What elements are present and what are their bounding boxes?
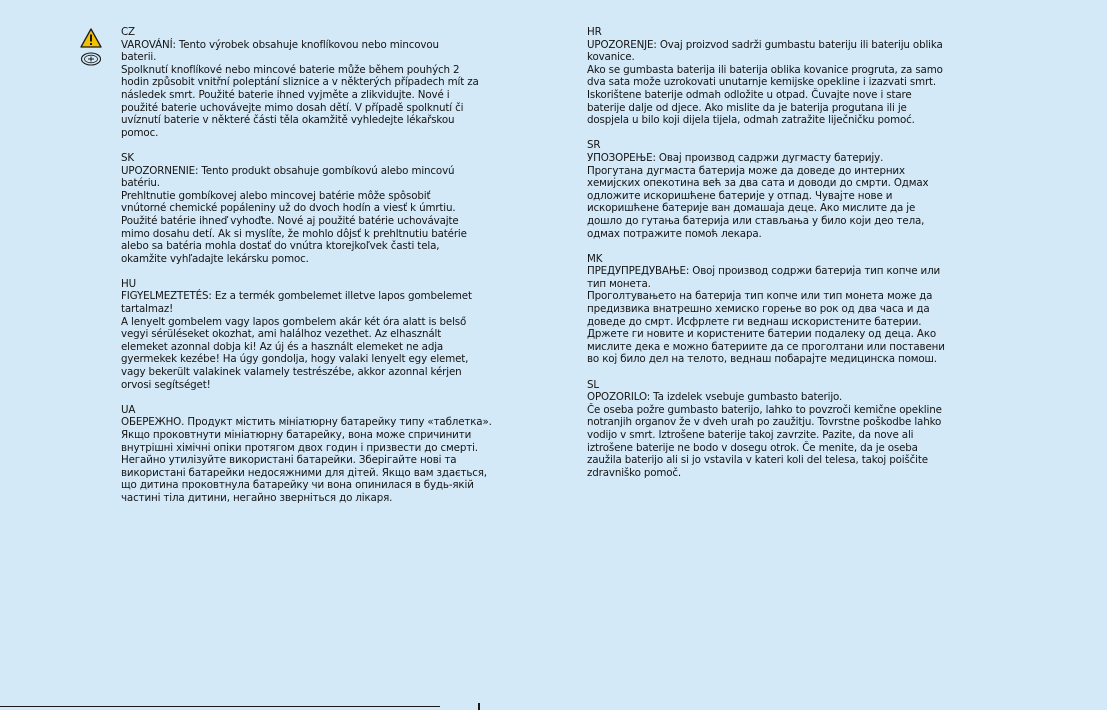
- text-line: ОБЕРЕЖНО. Продукт містить мініатюрну батарейку типу «таблетка».: [121, 416, 492, 429]
- text-line: дошло до гутања батерија или стављања у било који део тела,: [587, 214, 925, 227]
- text-line: notranjih organov že v dveh urah po zaužitju. Tovrstne poškodbe lahko: [587, 416, 942, 429]
- text-line: що дитина проковтнула батарейку чи вона опинилася в будь-якій: [121, 479, 474, 492]
- text-line: Prehltnutie gombíkovej alebo mincovej batérie môže spôsobiť: [121, 189, 431, 202]
- text-line: внутрішні хімічні опіки протягом двох годин і призвести до смерті.: [121, 441, 478, 454]
- text-line: dva sata može uzrokovati unutarnje kemijske opekline i izazvati smrt.: [587, 76, 937, 89]
- text-line: Якщо проковтнути мініатюрну батарейку, вона може спричинити: [121, 429, 472, 441]
- text-line: хемијских опекотина већ за два сата и доводи до смрти. Одмах: [587, 177, 929, 190]
- section-sk: [121, 152, 496, 265]
- text-line: vodijo v smrt. Iztrošene baterije takoj zavrzite. Pazite, da nove ali: [587, 429, 914, 441]
- right-column: [587, 26, 962, 492]
- text-line: предизвика внатрешно хемиско горење во рок од два часа и да: [587, 303, 930, 316]
- text-line: gyermekek kezébe! Ha úgy gondolja, hogy valaki lenyelt egy elemet,: [121, 353, 469, 366]
- text-line: A lenyelt gombelem vagy lapos gombelem akár két óra alatt is belső: [121, 315, 467, 328]
- text-line: okamžite vyhľadajte lekársku pomoc.: [121, 252, 309, 265]
- text-line: VAROVÁNÍ: Tento výrobek obsahuje knoflíkovou nebo mincovou: [121, 38, 439, 51]
- text-line: použité baterie uchovávejte mimo dosah dětí. V případě spolknutí či: [121, 101, 464, 114]
- text-line: mimo dosahu detí. Ak si myslíte, že mohlo dôjsť k prehltnutiu batérie: [121, 227, 467, 240]
- text-line: Spolknutí knoflíkové nebo mincové baterie může během pouhých 2: [121, 63, 460, 76]
- text-line: Држете ги новите и користените батерии подалеку од деца. Ако: [587, 328, 937, 341]
- language-code: CZ: [121, 26, 135, 38]
- section-sr: [587, 139, 962, 240]
- text-line: мислите дека е можно батериите да се проголтани или поставени: [587, 340, 945, 353]
- warning-triangle-icon: [80, 28, 102, 48]
- text-line: tartalmaz!: [121, 303, 174, 316]
- section-hr: [587, 26, 962, 127]
- text-line: vnútorné chemické popáleniny už do dvoch hodín a viesť k úmrtiu.: [121, 202, 456, 215]
- text-line: pomoc.: [121, 126, 159, 139]
- text-line: Прогутана дугмаста батерија може да доведе до интерних: [587, 164, 905, 177]
- text-line: Iskorištene baterije odmah odložite u otpad. Čuvajte nove i stare: [587, 88, 912, 101]
- bottom-tick-mark: [478, 703, 480, 710]
- bottom-divider: [0, 706, 440, 707]
- language-code: SR: [587, 139, 601, 152]
- section-ua: [121, 404, 496, 505]
- text-line: elemeket azonnal dobja ki! Az új és a használt elemeket ne adja: [121, 340, 444, 353]
- text-line: baterije dalje od djece. Ako mislite da je baterija progutana ili je: [587, 101, 907, 114]
- section-cz: [121, 26, 496, 139]
- text-line: доведе до смрт. Исфрлете ги веднаш искористените батерии.: [587, 315, 922, 328]
- text-line: iztrošene baterije ne bodo v dosegu otrok. Če menite, da je oseba: [587, 441, 918, 454]
- text-line: hodin způsobit vnitřní poleptání sliznice a v některých případech mít za: [121, 76, 479, 89]
- section-mk: [587, 253, 962, 366]
- text-line: частині тіла дитини, негайно зверніться до лікаря.: [121, 491, 393, 504]
- text-line: kovanice.: [587, 51, 635, 64]
- warning-icons: [80, 28, 104, 66]
- language-code: SK: [121, 151, 134, 164]
- text-line: во кој било дел на телото, веднаш побарајте медицинска помош.: [587, 353, 937, 366]
- coin-battery-icon: [80, 52, 102, 66]
- text-line: використані батарейки недосяжними для дітей. Якщо вам здається,: [121, 466, 487, 479]
- language-code: MK: [587, 252, 603, 265]
- text-line: Ako se gumbasta baterija ili baterija oblika kovanice progruta, za samo: [587, 63, 943, 76]
- text-line: Проголтувањето на батерија тип копче или тип монета може да: [587, 290, 933, 303]
- text-line: FIGYELMEZTETÉS: Ez a termék gombelemet illetve lapos gombelemet: [121, 290, 472, 303]
- text-line: baterii.: [121, 51, 157, 64]
- text-line: одмах потражите помоћ лекара.: [587, 227, 762, 240]
- text-line: batériu.: [121, 177, 160, 190]
- language-code: UA: [121, 403, 136, 416]
- text-line: UPOZORENJE: Ovaj proizvod sadrži gumbastu bateriju ili bateriju oblika: [587, 38, 943, 51]
- text-line: zdravniško pomoč.: [587, 466, 682, 479]
- text-line: OPOZORILO: Ta izdelek vsebuje gumbasto baterijo.: [587, 391, 843, 404]
- left-column: [121, 26, 496, 517]
- section-sl: [587, 379, 962, 480]
- text-line: УПОЗОРЕЊЕ: Овај производ садржи дугмасту батерију.: [587, 151, 884, 164]
- section-hu: [121, 278, 496, 391]
- text-line: Použité batérie ihneď vyhoďte. Nové aj použité batérie uchovávajte: [121, 214, 459, 227]
- text-line: následek smrt. Použité baterie ihned vyjměte a zlikvidujte. Nové i: [121, 88, 450, 101]
- language-code: SL: [587, 378, 599, 391]
- text-line: искоришћене батерије ван домашаја деце. Ако мислите да је: [587, 202, 916, 215]
- text-line: zaužila baterijo ali si jo vstavila v kateri koli del telesa, takoj poiščite: [587, 454, 928, 467]
- text-line: uvíznutí baterie v některé části těla okamžitě vyhledejte lékařskou: [121, 114, 455, 127]
- text-line: orvosi segítséget!: [121, 378, 211, 391]
- language-code: HR: [587, 26, 602, 38]
- text-line: vegyi sérüléseket okozhat, ami halálhoz vezethet. Az elhasznált: [121, 328, 442, 341]
- text-line: alebo sa batéria mohla dostať do vnútra ktorejkoľvek časti tela,: [121, 240, 440, 253]
- text-line: одложите искоришћене батерије у отпад. Чувајте нове и: [587, 189, 893, 202]
- text-line: Негайно утилізуйте використані батарейки. Зберігайте нові та: [121, 454, 457, 467]
- text-line: тип монета.: [587, 277, 651, 290]
- text-line: UPOZORNENIE: Tento produkt obsahuje gombíkovú alebo mincovú: [121, 164, 455, 177]
- language-code: HU: [121, 277, 136, 290]
- text-line: vagy bekerült valakinek valamely testrészébe, akkor azonnal kérjen: [121, 366, 462, 379]
- text-line: dospjela u bilo koji dijela tijela, odmah zatražite liječničku pomoć.: [587, 114, 915, 127]
- text-line: ПРЕДУПРЕДУВАЊЕ: Овој производ содржи батерија тип копче или: [587, 265, 941, 278]
- text-line: Če oseba požre gumbasto baterijo, lahko to povzroči kemične opekline: [587, 403, 942, 416]
